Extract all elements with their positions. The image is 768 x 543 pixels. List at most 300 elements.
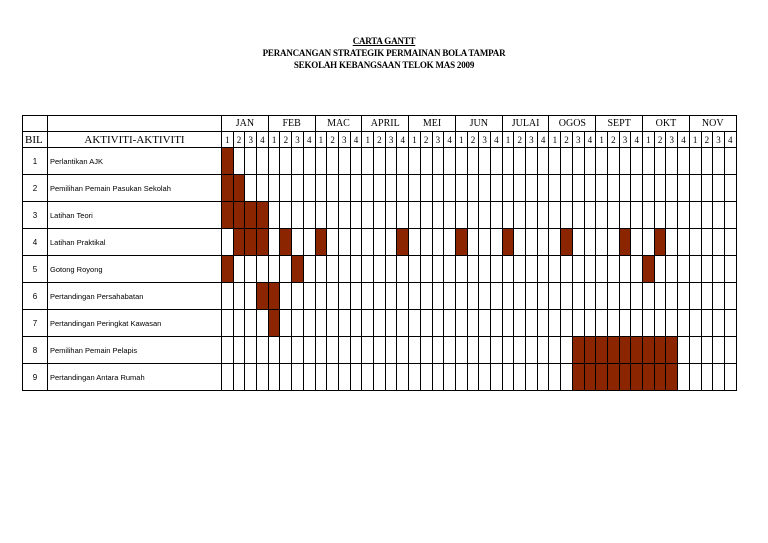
- gantt-empty-cell: [374, 337, 386, 364]
- gantt-empty-cell: [397, 364, 409, 391]
- gantt-empty-cell: [619, 256, 631, 283]
- gantt-empty-cell: [678, 229, 690, 256]
- gantt-empty-cell: [479, 229, 491, 256]
- gantt-empty-cell: [514, 283, 526, 310]
- gantt-empty-cell: [233, 148, 245, 175]
- gantt-empty-cell: [526, 283, 538, 310]
- activity-number: 8: [23, 337, 48, 364]
- gantt-bar-cell: [654, 229, 666, 256]
- gantt-empty-cell: [444, 229, 456, 256]
- gantt-empty-cell: [607, 283, 619, 310]
- gantt-bar-cell: [257, 229, 269, 256]
- activity-header-spacer: [48, 116, 222, 132]
- activity-name: Pertandingan Persahabatan: [48, 283, 222, 310]
- gantt-empty-cell: [327, 283, 339, 310]
- gantt-empty-cell: [701, 310, 713, 337]
- gantt-empty-cell: [374, 256, 386, 283]
- gantt-empty-cell: [537, 283, 549, 310]
- gantt-empty-cell: [233, 310, 245, 337]
- gantt-empty-cell: [631, 229, 643, 256]
- week-header-nov-3: 3: [713, 132, 725, 148]
- gantt-empty-cell: [526, 148, 538, 175]
- gantt-bar-cell: [631, 364, 643, 391]
- gantt-empty-cell: [315, 148, 327, 175]
- activity-row: [23, 283, 737, 310]
- gantt-empty-cell: [572, 148, 584, 175]
- month-header-feb: FEB: [268, 116, 315, 132]
- gantt-empty-cell: [526, 202, 538, 229]
- gantt-empty-cell: [584, 229, 596, 256]
- gantt-empty-cell: [514, 364, 526, 391]
- gantt-empty-cell: [385, 283, 397, 310]
- gantt-empty-cell: [257, 364, 269, 391]
- gantt-empty-cell: [409, 283, 421, 310]
- week-header-ogos-2: 2: [561, 132, 573, 148]
- gantt-bar-cell: [584, 337, 596, 364]
- week-header-julai-4: 4: [537, 132, 549, 148]
- gantt-empty-cell: [420, 283, 432, 310]
- gantt-empty-cell: [280, 202, 292, 229]
- gantt-empty-cell: [455, 310, 467, 337]
- gantt-empty-cell: [420, 229, 432, 256]
- gantt-empty-cell: [292, 337, 304, 364]
- gantt-empty-cell: [233, 256, 245, 283]
- gantt-empty-cell: [490, 229, 502, 256]
- week-header-jun-1: 1: [455, 132, 467, 148]
- activity-number: 3: [23, 202, 48, 229]
- gantt-empty-cell: [222, 310, 234, 337]
- gantt-empty-cell: [338, 229, 350, 256]
- gantt-empty-cell: [409, 337, 421, 364]
- gantt-empty-cell: [374, 283, 386, 310]
- week-header-mei-3: 3: [432, 132, 444, 148]
- activity-number: 6: [23, 283, 48, 310]
- gantt-empty-cell: [490, 337, 502, 364]
- gantt-empty-cell: [643, 148, 655, 175]
- month-header-sept: SEPT: [596, 116, 643, 132]
- gantt-empty-cell: [537, 175, 549, 202]
- gantt-empty-cell: [724, 148, 736, 175]
- gantt-empty-cell: [631, 283, 643, 310]
- gantt-empty-cell: [526, 337, 538, 364]
- gantt-empty-cell: [455, 148, 467, 175]
- gantt-empty-cell: [502, 148, 514, 175]
- gantt-bar-cell: [584, 364, 596, 391]
- month-header-mac: MAC: [315, 116, 362, 132]
- gantt-empty-cell: [479, 310, 491, 337]
- week-header-april-2: 2: [374, 132, 386, 148]
- gantt-empty-cell: [350, 229, 362, 256]
- gantt-empty-cell: [303, 337, 315, 364]
- gantt-empty-cell: [222, 364, 234, 391]
- gantt-empty-cell: [397, 175, 409, 202]
- gantt-bar-cell: [233, 202, 245, 229]
- month-header-okt: OKT: [643, 116, 690, 132]
- gantt-empty-cell: [362, 175, 374, 202]
- gantt-empty-cell: [724, 364, 736, 391]
- gantt-empty-cell: [362, 337, 374, 364]
- gantt-bar-cell: [292, 256, 304, 283]
- gantt-empty-cell: [385, 229, 397, 256]
- gantt-empty-cell: [689, 337, 701, 364]
- bil-header: BIL: [23, 132, 48, 148]
- bil-header-spacer: [23, 116, 48, 132]
- gantt-empty-cell: [479, 175, 491, 202]
- gantt-empty-cell: [490, 283, 502, 310]
- gantt-empty-cell: [678, 175, 690, 202]
- activity-row: [23, 229, 737, 256]
- gantt-empty-cell: [619, 283, 631, 310]
- activity-name: Latihan Praktikal: [48, 229, 222, 256]
- gantt-empty-cell: [689, 175, 701, 202]
- gantt-empty-cell: [385, 202, 397, 229]
- gantt-empty-cell: [596, 283, 608, 310]
- gantt-empty-cell: [315, 283, 327, 310]
- week-header-okt-1: 1: [643, 132, 655, 148]
- gantt-empty-cell: [584, 175, 596, 202]
- gantt-empty-cell: [315, 202, 327, 229]
- week-header-jan-1: 1: [222, 132, 234, 148]
- gantt-empty-cell: [245, 337, 257, 364]
- gantt-empty-cell: [701, 337, 713, 364]
- gantt-empty-cell: [502, 310, 514, 337]
- gantt-empty-cell: [432, 364, 444, 391]
- gantt-empty-cell: [292, 148, 304, 175]
- gantt-empty-cell: [280, 310, 292, 337]
- gantt-empty-cell: [689, 202, 701, 229]
- gantt-empty-cell: [385, 256, 397, 283]
- gantt-empty-cell: [420, 202, 432, 229]
- gantt-empty-cell: [537, 337, 549, 364]
- gantt-empty-cell: [678, 283, 690, 310]
- gantt-empty-cell: [280, 364, 292, 391]
- gantt-empty-cell: [409, 256, 421, 283]
- gantt-empty-cell: [713, 283, 725, 310]
- gantt-empty-cell: [362, 310, 374, 337]
- week-header-jan-2: 2: [233, 132, 245, 148]
- gantt-empty-cell: [455, 202, 467, 229]
- gantt-empty-cell: [245, 310, 257, 337]
- week-header-nov-1: 1: [689, 132, 701, 148]
- gantt-empty-cell: [701, 148, 713, 175]
- gantt-empty-cell: [467, 310, 479, 337]
- week-header-mei-1: 1: [409, 132, 421, 148]
- gantt-empty-cell: [724, 175, 736, 202]
- gantt-empty-cell: [713, 175, 725, 202]
- activity-number: 9: [23, 364, 48, 391]
- gantt-empty-cell: [397, 202, 409, 229]
- gantt-empty-cell: [537, 202, 549, 229]
- gantt-empty-cell: [479, 202, 491, 229]
- week-header-mei-4: 4: [444, 132, 456, 148]
- gantt-bar-cell: [268, 283, 280, 310]
- gantt-empty-cell: [561, 148, 573, 175]
- gantt-empty-cell: [444, 202, 456, 229]
- week-header-feb-1: 1: [268, 132, 280, 148]
- gantt-empty-cell: [502, 364, 514, 391]
- gantt-empty-cell: [222, 337, 234, 364]
- week-header-jun-2: 2: [467, 132, 479, 148]
- gantt-empty-cell: [338, 256, 350, 283]
- gantt-bar-cell: [280, 229, 292, 256]
- gantt-empty-cell: [374, 310, 386, 337]
- gantt-empty-cell: [420, 310, 432, 337]
- gantt-empty-cell: [549, 256, 561, 283]
- gantt-empty-cell: [490, 364, 502, 391]
- gantt-empty-cell: [537, 364, 549, 391]
- week-header-sept-2: 2: [607, 132, 619, 148]
- gantt-empty-cell: [479, 283, 491, 310]
- gantt-empty-cell: [350, 283, 362, 310]
- gantt-empty-cell: [561, 310, 573, 337]
- gantt-empty-cell: [479, 256, 491, 283]
- gantt-empty-cell: [444, 256, 456, 283]
- gantt-empty-cell: [268, 175, 280, 202]
- gantt-empty-cell: [420, 256, 432, 283]
- gantt-empty-cell: [490, 256, 502, 283]
- gantt-empty-cell: [268, 256, 280, 283]
- gantt-bar-cell: [455, 229, 467, 256]
- gantt-empty-cell: [292, 229, 304, 256]
- gantt-empty-cell: [549, 175, 561, 202]
- gantt-empty-cell: [280, 175, 292, 202]
- gantt-empty-cell: [654, 310, 666, 337]
- gantt-bar-cell: [222, 148, 234, 175]
- gantt-bar-cell: [666, 337, 678, 364]
- gantt-bar-cell: [222, 202, 234, 229]
- gantt-empty-cell: [397, 283, 409, 310]
- week-header-april-3: 3: [385, 132, 397, 148]
- gantt-empty-cell: [526, 229, 538, 256]
- gantt-empty-cell: [362, 148, 374, 175]
- gantt-empty-cell: [362, 202, 374, 229]
- activity-number: 7: [23, 310, 48, 337]
- gantt-empty-cell: [303, 148, 315, 175]
- gantt-empty-cell: [654, 175, 666, 202]
- gantt-empty-cell: [268, 229, 280, 256]
- gantt-empty-cell: [409, 202, 421, 229]
- gantt-empty-cell: [432, 175, 444, 202]
- gantt-empty-cell: [455, 364, 467, 391]
- gantt-empty-cell: [385, 175, 397, 202]
- gantt-empty-cell: [280, 256, 292, 283]
- gantt-empty-cell: [327, 229, 339, 256]
- gantt-empty-cell: [409, 148, 421, 175]
- gantt-bar-cell: [631, 337, 643, 364]
- gantt-empty-cell: [596, 256, 608, 283]
- gantt-empty-cell: [479, 148, 491, 175]
- week-header-mac-4: 4: [350, 132, 362, 148]
- gantt-empty-cell: [409, 310, 421, 337]
- gantt-empty-cell: [631, 256, 643, 283]
- gantt-bar-cell: [619, 337, 631, 364]
- gantt-empty-cell: [444, 175, 456, 202]
- gantt-empty-cell: [467, 256, 479, 283]
- gantt-empty-cell: [607, 175, 619, 202]
- gantt-empty-cell: [549, 202, 561, 229]
- gantt-empty-cell: [268, 364, 280, 391]
- gantt-empty-cell: [607, 148, 619, 175]
- gantt-empty-cell: [514, 202, 526, 229]
- gantt-empty-cell: [596, 202, 608, 229]
- gantt-empty-cell: [385, 148, 397, 175]
- gantt-empty-cell: [327, 310, 339, 337]
- week-header-april-1: 1: [362, 132, 374, 148]
- gantt-empty-cell: [374, 202, 386, 229]
- gantt-empty-cell: [631, 202, 643, 229]
- gantt-empty-cell: [315, 337, 327, 364]
- gantt-empty-cell: [572, 256, 584, 283]
- gantt-empty-cell: [514, 337, 526, 364]
- gantt-empty-cell: [385, 364, 397, 391]
- gantt-empty-cell: [619, 202, 631, 229]
- gantt-empty-cell: [502, 175, 514, 202]
- gantt-empty-cell: [432, 283, 444, 310]
- gantt-empty-cell: [280, 148, 292, 175]
- gantt-empty-cell: [619, 310, 631, 337]
- month-header-jan: JAN: [222, 116, 269, 132]
- month-header-april: APRIL: [362, 116, 409, 132]
- gantt-bar-cell: [596, 364, 608, 391]
- gantt-empty-cell: [467, 229, 479, 256]
- gantt-empty-cell: [666, 175, 678, 202]
- gantt-bar-cell: [596, 337, 608, 364]
- gantt-bar-cell: [245, 202, 257, 229]
- gantt-empty-cell: [467, 283, 479, 310]
- gantt-empty-cell: [444, 337, 456, 364]
- gantt-empty-cell: [257, 310, 269, 337]
- activity-name: Pertandingan Peringkat Kawasan: [48, 310, 222, 337]
- gantt-bar-cell: [268, 310, 280, 337]
- gantt-bar-cell: [643, 337, 655, 364]
- gantt-empty-cell: [245, 175, 257, 202]
- gantt-empty-cell: [654, 148, 666, 175]
- gantt-empty-cell: [713, 310, 725, 337]
- gantt-empty-cell: [701, 256, 713, 283]
- gantt-empty-cell: [303, 229, 315, 256]
- activity-name: Perlantikan AJK: [48, 148, 222, 175]
- gantt-empty-cell: [350, 148, 362, 175]
- activity-row: [23, 148, 737, 175]
- activity-number: 4: [23, 229, 48, 256]
- gantt-empty-cell: [444, 283, 456, 310]
- gantt-empty-cell: [338, 148, 350, 175]
- gantt-empty-cell: [409, 229, 421, 256]
- gantt-empty-cell: [561, 175, 573, 202]
- month-header-mei: MEI: [409, 116, 456, 132]
- gantt-empty-cell: [338, 175, 350, 202]
- gantt-empty-cell: [303, 256, 315, 283]
- gantt-empty-cell: [666, 256, 678, 283]
- gantt-empty-cell: [455, 175, 467, 202]
- gantt-empty-cell: [561, 283, 573, 310]
- gantt-empty-cell: [689, 310, 701, 337]
- gantt-empty-cell: [724, 256, 736, 283]
- gantt-empty-cell: [689, 283, 701, 310]
- gantt-bar-cell: [643, 256, 655, 283]
- week-header-sept-3: 3: [619, 132, 631, 148]
- gantt-empty-cell: [631, 175, 643, 202]
- title-line-1: CARTA GANTT: [352, 36, 416, 46]
- gantt-empty-cell: [537, 148, 549, 175]
- week-header-feb-2: 2: [280, 132, 292, 148]
- gantt-empty-cell: [572, 310, 584, 337]
- activity-name: Latihan Teori: [48, 202, 222, 229]
- gantt-empty-cell: [374, 175, 386, 202]
- week-header-julai-1: 1: [502, 132, 514, 148]
- gantt-empty-cell: [350, 202, 362, 229]
- activity-header: AKTIVITI-AKTIVITI: [48, 132, 222, 148]
- gantt-empty-cell: [502, 337, 514, 364]
- gantt-bar-cell: [245, 229, 257, 256]
- gantt-empty-cell: [432, 310, 444, 337]
- gantt-bar-cell: [654, 337, 666, 364]
- gantt-empty-cell: [432, 148, 444, 175]
- gantt-empty-cell: [701, 283, 713, 310]
- gantt-empty-cell: [292, 175, 304, 202]
- gantt-empty-cell: [643, 175, 655, 202]
- gantt-empty-cell: [643, 202, 655, 229]
- gantt-bar-cell: [572, 337, 584, 364]
- gantt-empty-cell: [724, 283, 736, 310]
- gantt-empty-cell: [432, 337, 444, 364]
- gantt-empty-cell: [666, 310, 678, 337]
- gantt-empty-cell: [549, 310, 561, 337]
- gantt-bar-cell: [233, 175, 245, 202]
- gantt-empty-cell: [619, 148, 631, 175]
- gantt-empty-cell: [374, 364, 386, 391]
- gantt-empty-cell: [490, 148, 502, 175]
- gantt-bar-cell: [643, 364, 655, 391]
- gantt-empty-cell: [280, 337, 292, 364]
- activity-row: [23, 310, 737, 337]
- gantt-bar-cell: [572, 364, 584, 391]
- gantt-empty-cell: [596, 310, 608, 337]
- gantt-empty-cell: [607, 256, 619, 283]
- gantt-empty-cell: [420, 148, 432, 175]
- gantt-empty-cell: [654, 283, 666, 310]
- gantt-empty-cell: [643, 229, 655, 256]
- gantt-empty-cell: [678, 148, 690, 175]
- gantt-empty-cell: [467, 337, 479, 364]
- week-header-jan-4: 4: [257, 132, 269, 148]
- week-header-ogos-4: 4: [584, 132, 596, 148]
- gantt-empty-cell: [514, 148, 526, 175]
- gantt-empty-cell: [678, 256, 690, 283]
- week-header-nov-2: 2: [701, 132, 713, 148]
- gantt-empty-cell: [362, 283, 374, 310]
- gantt-bar-cell: [561, 229, 573, 256]
- gantt-empty-cell: [502, 256, 514, 283]
- gantt-empty-cell: [338, 337, 350, 364]
- gantt-empty-cell: [327, 337, 339, 364]
- gantt-empty-cell: [350, 337, 362, 364]
- gantt-empty-cell: [409, 175, 421, 202]
- gantt-empty-cell: [385, 337, 397, 364]
- activity-name: Gotong Royong: [48, 256, 222, 283]
- activity-row: [23, 256, 737, 283]
- gantt-empty-cell: [338, 283, 350, 310]
- gantt-empty-cell: [257, 175, 269, 202]
- week-header-ogos-3: 3: [572, 132, 584, 148]
- gantt-empty-cell: [233, 283, 245, 310]
- gantt-empty-cell: [292, 283, 304, 310]
- gantt-empty-cell: [713, 364, 725, 391]
- gantt-empty-cell: [362, 229, 374, 256]
- gantt-empty-cell: [713, 202, 725, 229]
- week-header-mei-2: 2: [420, 132, 432, 148]
- gantt-empty-cell: [572, 202, 584, 229]
